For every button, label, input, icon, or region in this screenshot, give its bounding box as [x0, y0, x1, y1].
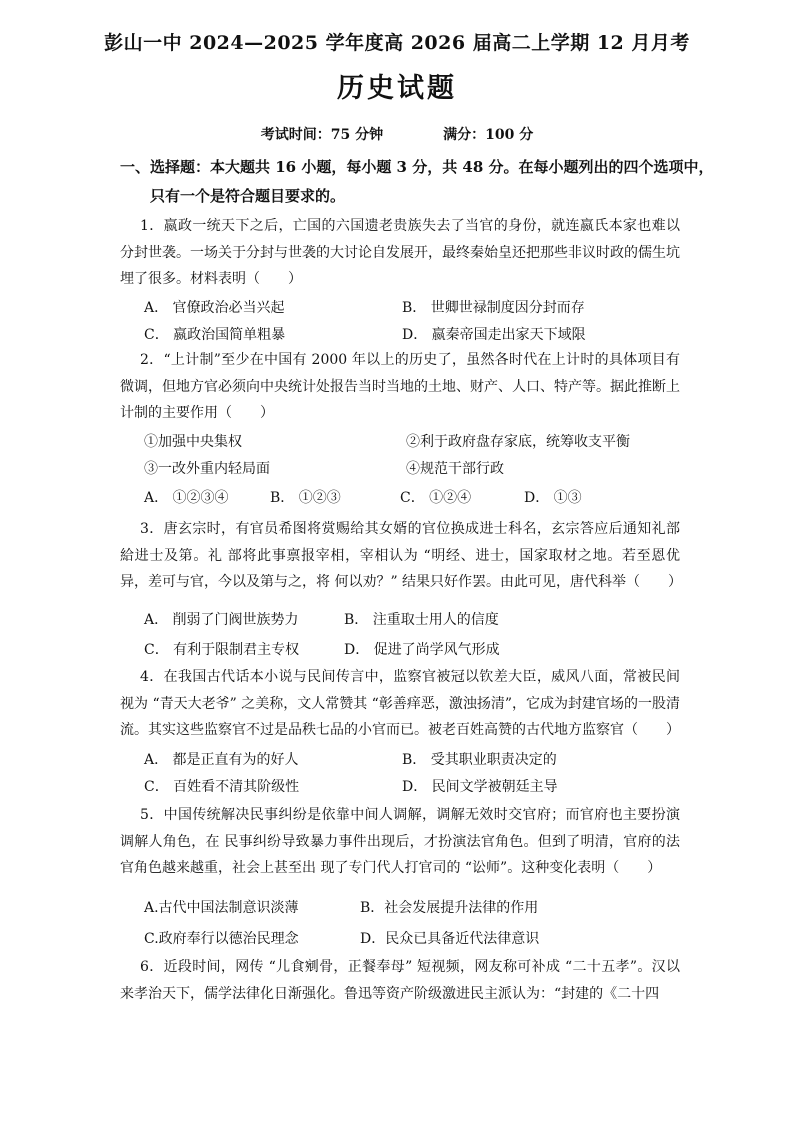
option-a: A． ①②③④ — [144, 490, 229, 506]
option-c: C.政府奉行以德治民理念 — [144, 931, 299, 947]
question-5 — [120, 802, 680, 882]
question-4 — [120, 664, 680, 744]
option-d: D．民众已具备近代法律意识 — [360, 931, 540, 947]
option-d: D． 民间文学被朝廷主导 — [402, 779, 558, 795]
question-stem: 1．嬴政一统天下之后，亡国的六国遗老贵族失去了当官的身份，就连嬴氏本家也难以分封世袭。一场关于分封与世袭的大讨论自发展开，最终秦始皇还把那些非议时政的儒生坑埋了很多。材料表明（ ） — [120, 218, 680, 287]
option-b: B．社会发展提升法律的作用 — [360, 900, 539, 916]
question-1 — [120, 213, 680, 293]
option-c: C． ①②④ — [400, 490, 472, 506]
option-a: A． 削弱了门阀世族势力 — [144, 612, 299, 628]
question-stem: 3．唐玄宗时，有官员希图将赏赐给其女婿的官位换成进士科名，玄宗答应后通知礼部給进士及第。礼 部将此事禀报宰相，宰相认为 “明经、进士，国家取材之地。若至恩优异，差可与官，今以及第与之，将 何以劝？” 结果只好作罢。由此可见，唐代科举（ ） — [120, 521, 683, 590]
question-3 — [120, 516, 683, 596]
option-b: B． 世卿世禄制度因分封而存 — [402, 300, 585, 316]
question-stem: 2．“上计制”至少在中国有 2000 年以上的历史了，虽然各时代在上计时的具体项目有微调，但地方官必须向中央统计处报告当时当地的土地、财产、人口、特产等。据此推断上计制的主要作用（ ） — [120, 352, 680, 421]
option-a: A． 官僚政治必当兴起 — [144, 300, 285, 316]
subject-title: 历史试题 — [337, 73, 457, 104]
section-heading: 一、选择题：本大题共 16 小题，每小题 3 分，共 48 分。在每小题列出的四个选项中，只有一个是符合题目要求的。 — [120, 158, 714, 205]
option-a: A． 都是正直有为的好人 — [144, 752, 299, 768]
item-2: ②利于政府盘存家底，统筹收支平衡 — [406, 434, 630, 450]
question-6 — [120, 954, 680, 1007]
exam-info — [0, 124, 794, 144]
option-d: D． ①③ — [524, 490, 582, 506]
option-c: C． 百姓看不清其阶级性 — [144, 779, 300, 795]
question-stem: 5．中国传统解决民事纠纷是依靠中间人调解，调解无效时交官府；而官府也主要扮演调解人角色，在 民事纠纷导致暴力事件出现后，才扮演法官角色。但到了明清，官府的法官角色越来越重，社会上甚至出 现了专门代人打官司的 “讼师”。这种变化表明（ ） — [120, 807, 680, 876]
question-stem: 4．在我国古代话本小说与民间传言中，监察官被冠以钦差大臣，威风八面，常被民间视为 “青天大老爷” 之美称，文人常赞其 “彰善痒恶，激浊扬清”，它成为封建官场的一股清流。其实这些监察官不过是品秩七品的小官而已。被老百姓高赞的古代地方监察官（ ） — [120, 669, 680, 738]
question-2 — [120, 347, 680, 427]
option-a: A.古代中国法制意识淡薄 — [144, 900, 299, 916]
exam-title: 彭山一中 2024—2025 学年度高 2026 届高二上学期 12 月月考 — [104, 32, 690, 54]
question-stem: 6．近段时间，网传 “儿食剜骨，正餐奉母” 短视频，网友称可补成 “二十五孝”。汉以来孝治天下，儒学法律化日渐强化。鲁迅等资产阶级激进民主派认为：“封建的《二十四 — [120, 959, 680, 1002]
option-b: B． 注重取士用人的信度 — [344, 612, 499, 628]
option-d: D． 嬴秦帝国走出家天下域限 — [402, 327, 586, 343]
option-c: C． 有利于限制君主专权 — [144, 642, 300, 658]
option-d: D． 促进了尚学风气形成 — [344, 642, 500, 658]
item-3: ③一改外重内轻局面 — [144, 461, 270, 477]
item-4: ④规范干部行政 — [406, 461, 504, 477]
item-1: ①加强中央集权 — [144, 434, 242, 450]
exam-score: 满分：100 分 — [443, 127, 534, 143]
option-b: B． 受其职业职责决定的 — [402, 752, 557, 768]
option-b: B． ①②③ — [270, 490, 341, 506]
option-c: C． 嬴政治国简单粗暴 — [144, 327, 286, 343]
exam-time: 考试时间：75 分钟 — [260, 127, 384, 143]
